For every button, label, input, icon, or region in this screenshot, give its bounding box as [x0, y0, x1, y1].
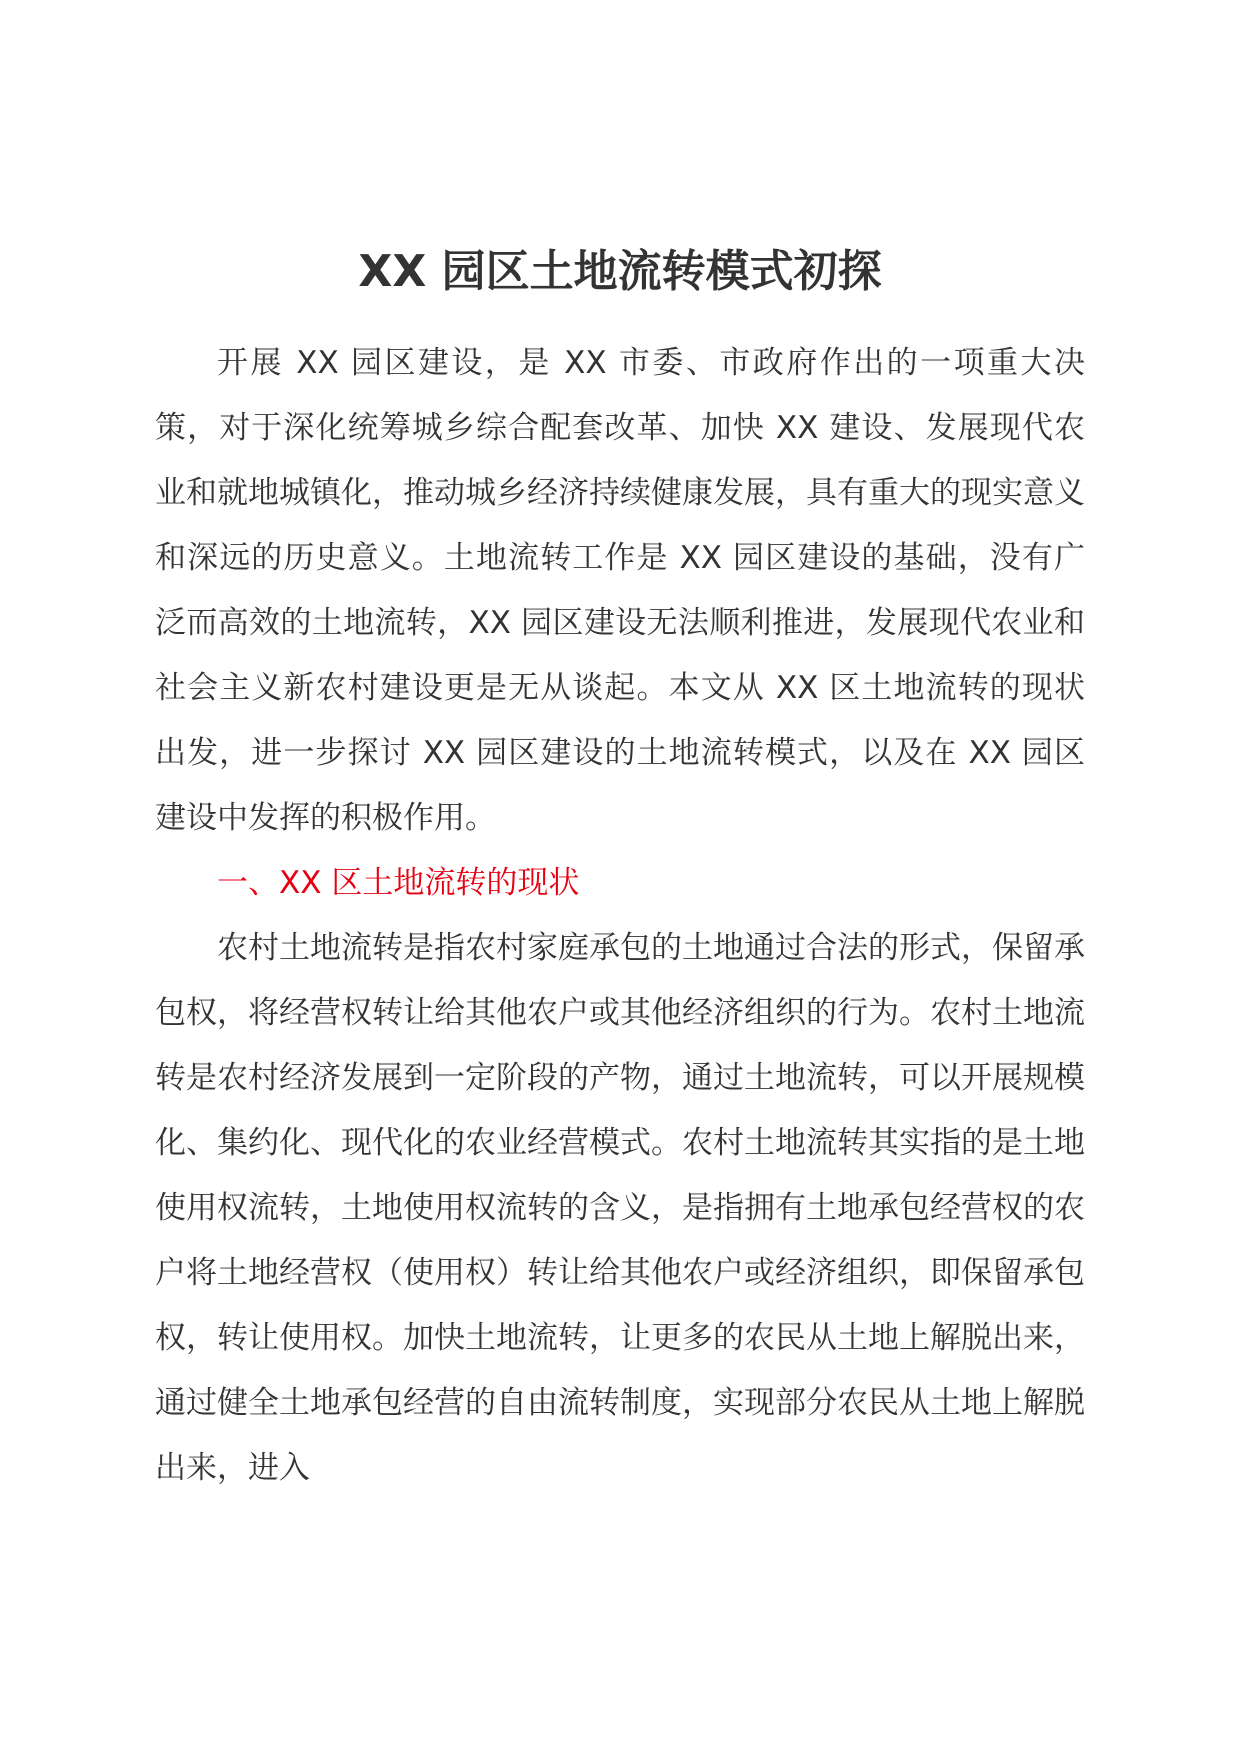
document-body [155, 331, 1085, 1501]
intro-paragraph: 开展 XX 园区建设，是 XX 市委、市政府作出的一项重大决策，对于深化统筹城乡综合配套改革、加快 XX 建设、发展现代农业和就地城镇化，推动城乡经济持续健康发展，具有重大的现实意义和深远的历史意义。土地流转工作是 XX 园区建设的基础，没有广泛而高效的土地流转，XX 园区建设无法顺利推进，发展现代农业和社会主义新农村建设更是无从谈起。本文从 XX 区土地流转的现状出发，进一步探讨 XX 园区建设的土地流转模式，以及在 XX 园区建设中发挥的积极作用。 [155, 345, 1085, 836]
document-title: XX 园区土地流转模式初探 [358, 246, 882, 297]
section-heading: 一、XX 区土地流转的现状 [217, 865, 580, 901]
section-paragraph: 农村土地流转是指农村家庭承包的土地通过合法的形式，保留承包权，将经营权转让给其他农户或其他经济组织的行为。农村土地流转是农村经济发展到一定阶段的产物，通过土地流转，可以开展规模化、集约化、现代化的农业经营模式。农村土地流转其实指的是土地使用权流转，土地使用权流转的含义，是指拥有土地承包经营权的农户将土地经营权（使用权）转让给其他农户或经济组织，即保留承包权，转让使用权。加快土地流转，让更多的农民从土地上解脱出来，通过健全土地承包经营的自由流转制度，实现部分农民从土地上解脱出来，进入 [155, 930, 1085, 1486]
